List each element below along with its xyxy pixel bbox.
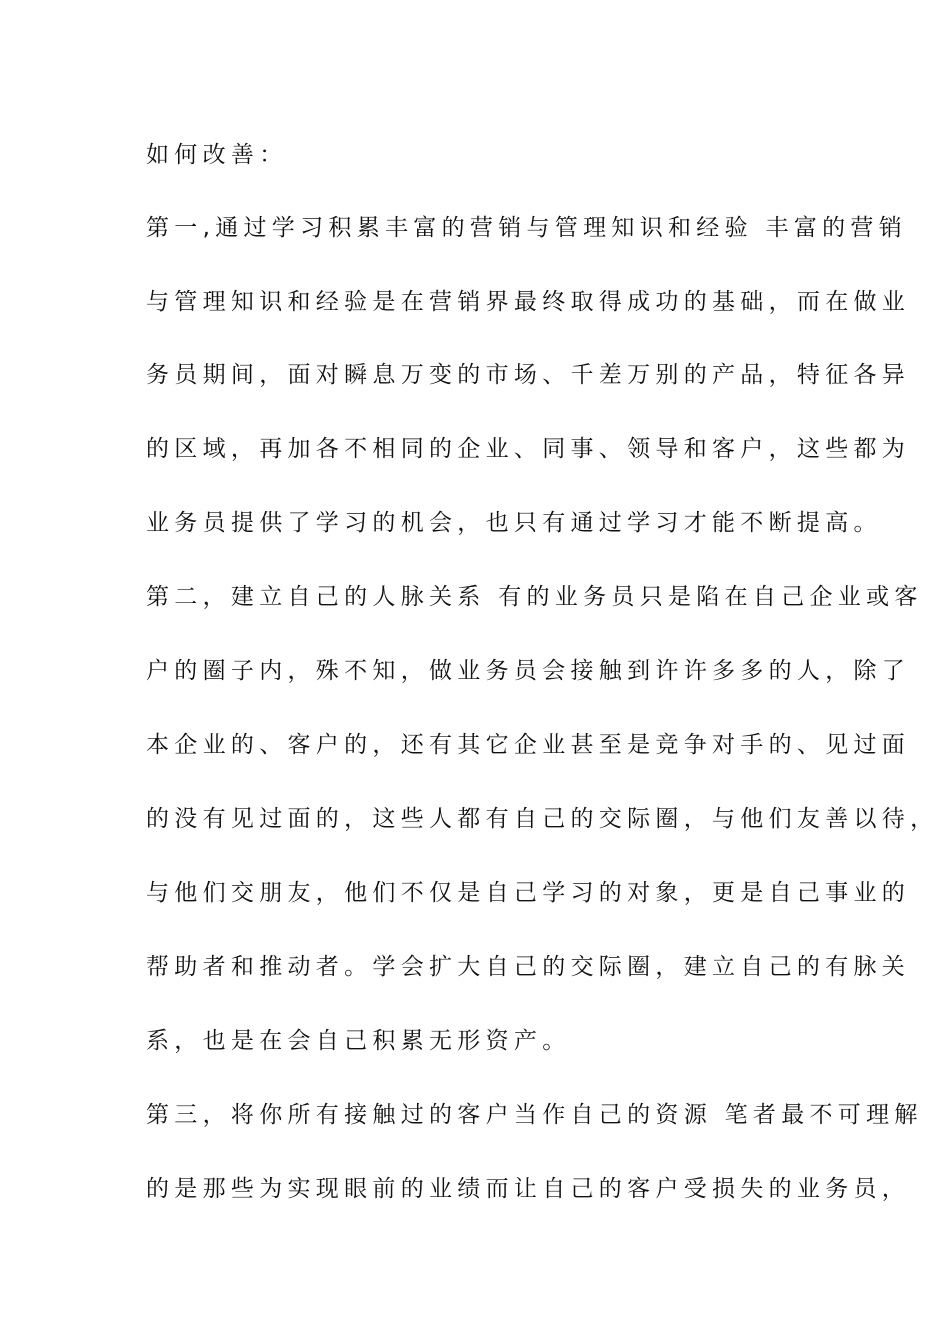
text-line: 的没有见过面的，这些人都有自己的交际圈，与他们友善以待， — [146, 806, 939, 832]
text-line: 与他们交朋友，他们不仅是自己学习的对象，更是自己事业的 — [146, 880, 911, 906]
text-line: 的区域，再加各不相同的企业、同事、领导和客户，这些都为 — [146, 436, 911, 462]
text-line: 户的圈子内，殊不知，做业务员会接触到许许多多的人，除了 — [146, 658, 911, 684]
text-line: 帮助者和推动者。学会扩大自己的交际圈，建立自己的有脉关 — [146, 954, 911, 980]
text-line: 如何改善： — [146, 142, 288, 168]
text-line: 务员期间，面对瞬息万变的市场、千差万别的产品，特征各异 — [146, 362, 911, 388]
text-line: 第二，建立自己的人脉关系 有的业务员只是陷在自己企业或客 — [146, 584, 923, 610]
text-line: 系，也是在会自己积累无形资产。 — [146, 1028, 571, 1054]
text-line: 的是那些为实现眼前的业绩而让自己的客户受损失的业务员， — [146, 1176, 911, 1202]
text-line: 第一,通过学习积累丰富的营销与管理知识和经验 丰富的营销 — [146, 215, 908, 241]
text-line: 第三，将你所有接触过的客户当作自己的资源 笔者最不可理解 — [146, 1102, 923, 1128]
text-line: 业务员提供了学习的机会，也只有通过学习才能不断提高。 — [146, 510, 882, 536]
text-line: 本企业的、客户的，还有其它企业甚至是竞争对手的、见过面 — [146, 732, 911, 758]
text-line: 与管理知识和经验是在营销界最终取得成功的基础，而在做业 — [146, 289, 911, 315]
